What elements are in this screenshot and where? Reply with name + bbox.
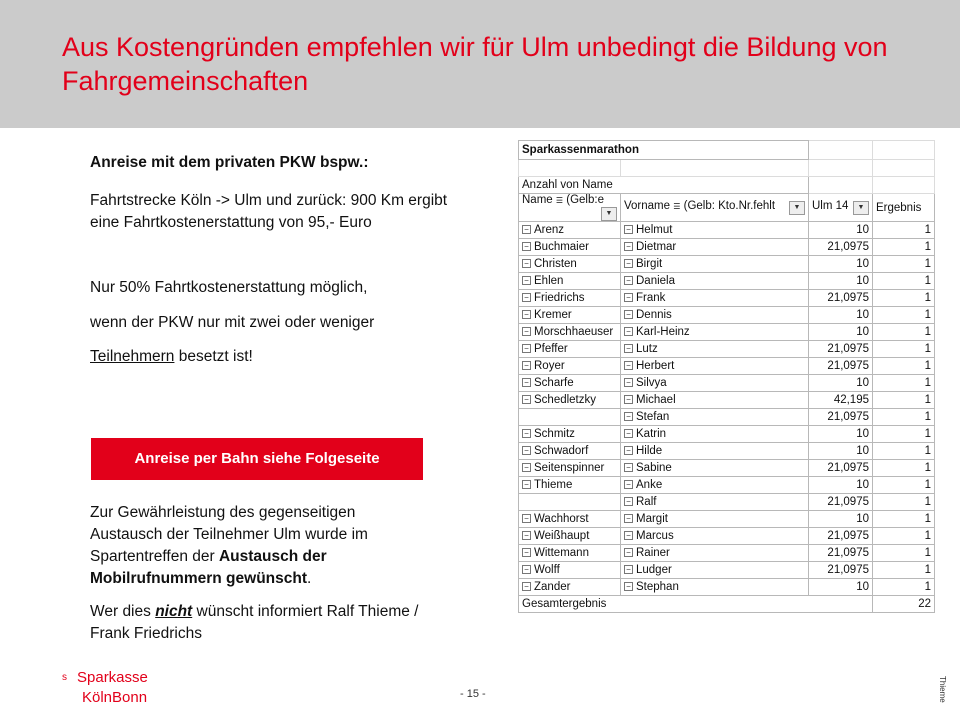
slide-title: Aus Kostengründen empfehlen wir für Ulm unbedingt die Bildung von Fahrgemeinschaften [62,32,888,96]
pivot-cell-ulm [809,579,873,596]
collapse-icon[interactable]: − [624,327,633,336]
pivot-cell-result [873,409,935,426]
pivot-value-ulm: 10 [856,309,869,321]
pivot-value-ulm: 21,0975 [827,564,869,576]
pivot-cell-result [873,545,935,562]
pivot-total-value: 22 [873,596,935,613]
pivot-cell-ulm [809,392,873,409]
pivot-cell-ulm [809,562,873,579]
pivot-cell-ulm [809,239,873,256]
pivot-cell-result [873,460,935,477]
pivot-cell-ulm [809,307,873,324]
pivot-col-firstname-label: Vorname [624,200,671,212]
collapse-icon[interactable]: − [522,429,531,438]
pivot-cell-result [873,511,935,528]
pivot-cell-first [621,443,809,460]
collapse-icon[interactable]: − [522,446,531,455]
pivot-cell-name [519,426,621,443]
pivot-cell-name [519,579,621,596]
pivot-value-result: 1 [924,462,931,474]
pivot-value-first: Hilde [636,445,663,457]
pivot-value-name: Schwadorf [534,445,589,457]
pivot-cell-name [519,562,621,579]
pivot-value-first: Daniela [636,275,675,287]
collapse-icon[interactable]: − [522,361,531,370]
pivot-value-ulm: 42,195 [833,394,869,406]
exchange-text-bold: Austausch der Mobilrufnummern gewünscht [90,548,327,587]
pivot-col-name-filter: (Gelb:e [566,194,604,206]
pivot-value-ulm: 21,0975 [827,343,869,355]
pivot-cell-result [873,562,935,579]
table-row [519,579,935,596]
collapse-icon[interactable]: − [522,259,531,268]
pivot-cell-name [519,528,621,545]
table-row [519,256,935,273]
pivot-cell-name [519,494,621,511]
pivot-value-first: Dennis [636,309,672,321]
pivot-cell-name [519,477,621,494]
pivot-cell-result [873,443,935,460]
pivot-col-ulm-label: Ulm 14 [812,200,849,212]
pivot-value-ulm: 21,0975 [827,496,869,508]
pivot-value-first: Margit [636,513,668,525]
pivot-cell-ulm [809,443,873,460]
table-row [519,426,935,443]
pivot-cell-name [519,239,621,256]
collapse-icon[interactable]: − [624,446,633,455]
pivot-cell-ulm [809,545,873,562]
pivot-cell-ulm [809,324,873,341]
table-row [519,477,935,494]
pivot-value-ulm: 21,0975 [827,547,869,559]
collapse-icon[interactable]: − [624,242,633,251]
collapse-icon[interactable]: − [522,327,531,336]
distance-paragraph: Fahrtstrecke Köln -> Ulm und zurück: 900 Km ergibt eine Fahrtkostenerstattung von 95,- Euro [90,192,448,231]
table-row [519,460,935,477]
pivot-value-first: Frank [636,292,666,304]
pivot-value-name: Ehlen [534,275,564,287]
table-row [519,358,935,375]
pivot-cell-first [621,256,809,273]
pivot-cell-first [621,324,809,341]
pivot-table [518,140,934,613]
pivot-cell-ulm [809,290,873,307]
pivot-value-result: 1 [924,343,931,355]
collapse-icon[interactable]: − [624,565,633,574]
pivot-cell-ulm [809,494,873,511]
pivot-value-first: Karl-Heinz [636,326,690,338]
table-row [519,545,935,562]
pivot-value-first: Marcus [636,530,674,542]
optout-text-c: wünscht informiert Ralf Thieme / Frank Friedrichs [90,603,419,642]
pivot-value-result: 1 [924,496,931,508]
pivot-cell-first [621,307,809,324]
collapse-icon[interactable]: − [624,497,633,506]
collapse-icon[interactable]: − [624,225,633,234]
pivot-value-result: 1 [924,275,931,287]
table-row [519,222,935,239]
table-row [519,511,935,528]
pivot-value-name: Zander [534,581,571,593]
pivot-value-ulm: 21,0975 [827,241,869,253]
pivot-value-ulm: 10 [856,377,869,389]
pivot-value-ulm: 10 [856,479,869,491]
collapse-icon[interactable]: − [522,344,531,353]
table-row [519,409,935,426]
pivot-value-first: Lutz [636,343,658,355]
collapse-icon[interactable]: − [624,310,633,319]
collapse-icon[interactable]: − [624,293,633,302]
pivot-cell-name [519,290,621,307]
pivot-cell-first [621,273,809,290]
pivot-cell-ulm [809,511,873,528]
pivot-cell-name [519,324,621,341]
pivot-value-result: 1 [924,428,931,440]
collapse-icon[interactable]: − [522,293,531,302]
pivot-value-first: Michael [636,394,676,406]
pivot-value-ulm: 10 [856,275,869,287]
table-row [519,494,935,511]
car-heading: Anreise mit dem privaten PKW bspw.: [90,154,369,171]
pivot-value-result: 1 [924,258,931,270]
pivot-value-result: 1 [924,224,931,236]
pivot-cell-name [519,511,621,528]
collapse-icon[interactable]: − [624,463,633,472]
pivot-value-first: Silvya [636,377,667,389]
pivot-value-result: 1 [924,445,931,457]
table-row [519,392,935,409]
pivot-value-first: Stefan [636,411,670,423]
collapse-icon[interactable]: − [522,242,531,251]
pivot-cell-result [873,222,935,239]
collapse-icon[interactable]: − [624,429,633,438]
pivot-cell-first [621,477,809,494]
pivot-col-firstname-filter: (Gelb: Kto.Nr.fehlt [683,200,776,212]
collapse-icon[interactable]: − [522,378,531,387]
pivot-cell-ulm [809,477,873,494]
pivot-value-name: Schmitz [534,428,575,440]
reimbursement-line-3 [90,346,470,368]
pivot-cell-first [621,494,809,511]
pivot-value-result: 1 [924,530,931,542]
pivot-cell-ulm [809,375,873,392]
pivot-cell-name [519,409,621,426]
pivot-cell-first [621,426,809,443]
table-row [519,562,935,579]
pivot-cell-result [873,375,935,392]
pivot-col-name[interactable] [519,194,621,222]
pivot-value-name: Pfeffer [534,343,568,355]
pivot-value-name: Buchmaier [534,241,589,253]
pivot-value-result: 1 [924,394,931,406]
pivot-cell-result [873,239,935,256]
pivot-total-label: Gesamtergebnis [519,596,873,613]
author-label: Thieme [938,676,947,703]
pivot-cell-result [873,426,935,443]
sort-icon: ☰ [555,196,564,205]
train-banner[interactable]: Anreise per Bahn siehe Folgeseite [91,438,423,480]
reimbursement-line-2: wenn der PKW nur mit zwei oder weniger [90,314,375,331]
collapse-icon[interactable]: − [522,225,531,234]
pivot-value-first: Stephan [636,581,679,593]
pivot-value-name: Wittemann [534,547,589,559]
pivot-cell-first [621,392,809,409]
pivot-cell-ulm [809,358,873,375]
table-row [519,307,935,324]
pivot-value-result: 1 [924,309,931,321]
pivot-cell-name [519,273,621,290]
collapse-icon[interactable]: − [522,531,531,540]
collapse-icon[interactable]: − [624,531,633,540]
pivot-value-name: Morschhaeuser [534,326,614,338]
brand-line-1: Sparkasse [77,669,148,686]
filter-dropdown-icon[interactable]: ▼ [853,201,869,215]
pivot-cell-ulm [809,273,873,290]
table-row [519,290,935,307]
collapse-icon[interactable]: − [624,344,633,353]
table-row [519,273,935,290]
collapse-icon[interactable]: − [624,361,633,370]
pivot-value-name: Wachhorst [534,513,589,525]
pivot-cell-first [621,239,809,256]
pivot-cell-first [621,579,809,596]
pivot-cell-name [519,545,621,562]
pivot-value-name: Christen [534,258,577,270]
collapse-icon[interactable]: − [624,412,633,421]
exchange-paragraph [90,502,410,590]
pivot-cell-result [873,358,935,375]
pivot-count-label: Anzahl von Name [519,177,809,194]
collapse-icon[interactable]: − [522,310,531,319]
pivot-total-row [519,596,935,613]
pivot-cell-first [621,222,809,239]
pivot-value-first: Ralf [636,496,657,508]
pivot-value-name: Kremer [534,309,572,321]
table-row [519,341,935,358]
pivot-cell-ulm [809,256,873,273]
pivot-cell-first [621,375,809,392]
pivot-cell-result [873,528,935,545]
pivot-cell-result [873,273,935,290]
pivot-value-result: 1 [924,581,931,593]
collapse-icon[interactable]: − [624,514,633,523]
pivot-value-name: Schedletzky [534,394,597,406]
pivot-cell-result [873,341,935,358]
pivot-value-name: Arenz [534,224,565,236]
participants-underlined: Teilnehmern [90,348,175,365]
pivot-cell-result [873,324,935,341]
collapse-icon[interactable]: − [522,480,531,489]
reimbursement-line-1: Nur 50% Fahrtkostenerstattung möglich, [90,279,368,296]
pivot-cell-name [519,358,621,375]
pivot-value-ulm: 10 [856,258,869,270]
pivot-value-first: Dietmar [636,241,677,253]
collapse-icon[interactable]: − [624,276,633,285]
pivot-value-ulm: 10 [856,326,869,338]
collapse-icon[interactable]: − [522,276,531,285]
pivot-value-name: Weißhaupt [534,530,590,542]
pivot-cell-name [519,392,621,409]
pivot-value-ulm: 21,0975 [827,411,869,423]
header-band [0,0,960,128]
collapse-icon[interactable]: − [522,514,531,523]
pivot-value-ulm: 10 [856,428,869,440]
pivot-cell-first [621,528,809,545]
pivot-value-name: Royer [534,360,565,372]
pivot-cell-name [519,460,621,477]
pivot-cell-first [621,358,809,375]
pivot-col-name-label: Name [522,194,553,206]
pivot-cell-first [621,562,809,579]
pivot-value-result: 1 [924,513,931,525]
brand-bullet: s [62,672,67,683]
collapse-icon[interactable]: − [624,378,633,387]
pivot-cell-result [873,392,935,409]
pivot-title: Sparkassenmarathon [519,141,809,160]
collapse-icon[interactable]: − [624,582,633,591]
pivot-value-first: Katrin [636,428,667,440]
optout-nicht: nicht [155,603,193,620]
collapse-icon[interactable]: − [624,259,633,268]
sort-icon: ☰ [673,202,681,211]
collapse-icon[interactable]: − [522,565,531,574]
pivot-cell-ulm [809,426,873,443]
pivot-cell-name [519,307,621,324]
table-row [519,375,935,392]
page-number: - 15 - [460,688,486,700]
table-row [519,239,935,256]
pivot-cell-name [519,222,621,239]
table-row [519,443,935,460]
brand-line-2: KölnBonn [82,689,148,706]
pivot-value-first: Anke [636,479,663,491]
pivot-value-name: Wolff [534,564,560,576]
pivot-col-ulm[interactable] [809,194,873,222]
pivot-cell-first [621,460,809,477]
pivot-value-result: 1 [924,360,931,372]
pivot-value-name: Friedrichs [534,292,585,304]
pivot-value-name: Seitenspinner [534,462,605,474]
collapse-icon[interactable]: − [522,548,531,557]
pivot-value-result: 1 [924,411,931,423]
pivot-cell-ulm [809,460,873,477]
pivot-col-firstname[interactable] [621,194,809,222]
pivot-value-ulm: 10 [856,224,869,236]
pivot-cell-name [519,375,621,392]
filter-dropdown-icon[interactable]: ▼ [789,201,805,215]
pivot-value-first: Birgit [636,258,663,270]
pivot-value-ulm: 21,0975 [827,462,869,474]
pivot-cell-name [519,341,621,358]
collapse-icon[interactable]: − [624,395,633,404]
pivot-value-first: Sabine [636,462,672,474]
table-row [519,528,935,545]
pivot-cell-ulm [809,222,873,239]
pivot-value-name: Scharfe [534,377,574,389]
pivot-value-result: 1 [924,292,931,304]
pivot-value-ulm: 10 [856,513,869,525]
brand-logo [62,668,148,708]
pivot-value-ulm: 21,0975 [827,360,869,372]
pivot-value-first: Herbert [636,360,675,372]
pivot-value-result: 1 [924,564,931,576]
collapse-icon[interactable]: − [624,480,633,489]
pivot-value-ulm: 10 [856,581,869,593]
pivot-cell-result [873,307,935,324]
pivot-value-ulm: 21,0975 [827,530,869,542]
pivot-cell-result [873,494,935,511]
pivot-value-result: 1 [924,326,931,338]
pivot-value-ulm: 10 [856,445,869,457]
pivot-value-first: Ludger [636,564,672,576]
pivot-cell-name [519,256,621,273]
optout-paragraph [90,601,420,645]
pivot-cell-result [873,477,935,494]
exchange-text-a: Zur Gewährleistung des gegenseitigen Austausch der Teilnehmer Ulm wurde im Spartentreffen der [90,504,368,565]
collapse-icon[interactable]: − [522,395,531,404]
collapse-icon[interactable]: − [624,548,633,557]
pivot-value-first: Helmut [636,224,673,236]
pivot-cell-ulm [809,341,873,358]
pivot-cell-result [873,256,935,273]
optout-text-a: Wer dies [90,603,156,620]
collapse-icon[interactable]: − [522,582,531,591]
pivot-value-result: 1 [924,547,931,559]
table-row [519,324,935,341]
reimbursement-line-3-rest: besetzt ist! [174,348,253,365]
filter-dropdown-icon[interactable]: ▼ [601,207,617,221]
exchange-text-end: . [307,570,312,587]
pivot-col-result: Ergebnis [873,194,935,222]
pivot-cell-result [873,290,935,307]
pivot-cell-ulm [809,409,873,426]
pivot-value-ulm: 21,0975 [827,292,869,304]
pivot-cell-ulm [809,528,873,545]
pivot-cell-first [621,290,809,307]
pivot-value-name: Thieme [534,479,573,491]
pivot-value-result: 1 [924,377,931,389]
pivot-cell-result [873,579,935,596]
pivot-value-result: 1 [924,241,931,253]
pivot-cell-first [621,511,809,528]
pivot-value-first: Rainer [636,547,670,559]
pivot-cell-first [621,409,809,426]
pivot-value-result: 1 [924,479,931,491]
collapse-icon[interactable]: − [522,463,531,472]
pivot-cell-first [621,341,809,358]
pivot-cell-name [519,443,621,460]
pivot-cell-first [621,545,809,562]
